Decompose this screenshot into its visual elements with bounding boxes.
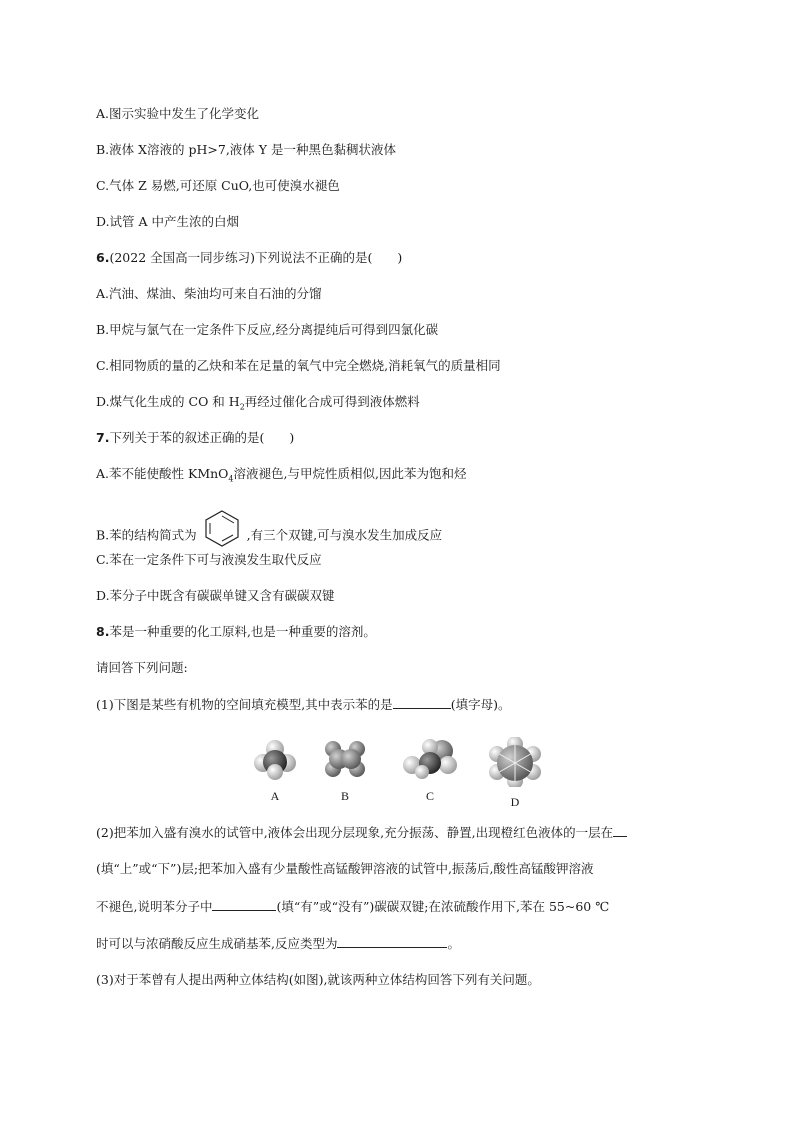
q8-part-1: (1)下图是某些有机物的空间填充模型,其中表示苯的是 (填字母)。 (96, 697, 511, 712)
model-label: A (270, 789, 280, 803)
model-a (245, 737, 305, 804)
q7-option-a: A.苯不能使酸性 KMnO$_4$溶液褪色,与甲烷性质相似,因此苯为饱和烃 (96, 466, 467, 484)
question-number: 8. (96, 624, 110, 639)
q8-part-2-line-1: (2)把苯加入盛有溴水的试管中,液体会出现分层现象,充分振荡、静置,出现橙红色液体的一层在 (96, 823, 627, 842)
q8-part-2-line-3: 不褪色,说明苯分子中 (填“有”或“没有”)碳碳双键;在浓硫酸作用下,苯在 55~60 ℃ (96, 899, 610, 914)
option-b-line: B.液体 X溶液的 pH>7,液体 Y 是一种黑色黏稠状液体 (96, 142, 397, 157)
q6-option-b: B.甲烷与氯气在一定条件下反应,经分离提纯后可得到四氯化碳 (96, 322, 439, 337)
ethylene-model-icon (323, 737, 367, 781)
question-stem: 苯是一种重要的化工原料,也是一种重要的溶剂。 (109, 624, 376, 639)
option-a-line: A.图示实验中发生了化学变化 (96, 106, 260, 121)
q8-part-2-line-2: (填“上”或“下”)层;把苯加入盛有少量酸性高锰酸钾溶液的试管中,振荡后,酸性高锰酸钾溶液 (96, 861, 594, 876)
question-8 (96, 623, 376, 641)
methane-model-icon (253, 737, 297, 781)
option-c-line: C.气体 Z 易燃,可还原 CuO,也可使溴水褪色 (96, 178, 340, 193)
model-d (485, 737, 545, 810)
benzene-model-icon (488, 737, 542, 787)
q8-part-3: (3)对于苯曾有人提出两种立体结构(如图),就该两种立体结构回答下列有关问题。 (96, 972, 540, 987)
q7-option-b: B.苯的结构简式为 ,有三个双键,可与溴水发生加成反应 (96, 508, 442, 564)
model-label: C (425, 789, 434, 803)
answer-blank[interactable] (212, 897, 276, 911)
answer-blank[interactable] (613, 823, 627, 837)
question-stem: 下列关于苯的叙述正确的是( ) (109, 430, 295, 445)
question-stem: (2022 全国高一同步练习)下列说法不正确的是( ) (109, 250, 403, 265)
q6-option-a: A.汽油、煤油、柴油均可来自石油的分馏 (96, 286, 322, 301)
model-label: D (510, 795, 520, 809)
q6-option-c: C.相同物质的量的乙炔和苯在足量的氧气中完全燃烧,消耗氧气的质量相同 (96, 358, 501, 373)
answer-blank[interactable] (393, 695, 451, 709)
model-b (315, 737, 375, 804)
q7-option-c: C.苯在一定条件下可与液溴发生取代反应 (96, 552, 322, 567)
question-number: 6. (96, 250, 110, 265)
question-number: 7. (96, 430, 110, 445)
q7-option-d: D.苯分子中既含有碳碳单键又含有碳碳双键 (96, 588, 335, 603)
model-c (400, 737, 460, 804)
option-d-line: D.试管 A 中产生浓的白烟 (96, 214, 240, 229)
q8-part-2-line-4: 时可以与浓硝酸反应生成硝基苯,反应类型为 。 (96, 936, 460, 951)
space-filling-models-figure (245, 737, 555, 807)
answer-blank[interactable] (337, 934, 447, 948)
q8-prompt: 请回答下列问题: (96, 660, 188, 675)
model-label: B (340, 789, 349, 803)
q6-option-d: D.煤气化生成的 CO 和 $H_2$再经过催化合成可得到液体燃料 (96, 394, 420, 412)
question-6 (96, 249, 402, 267)
question-7 (96, 429, 294, 447)
ethanol-model-icon (400, 737, 460, 781)
